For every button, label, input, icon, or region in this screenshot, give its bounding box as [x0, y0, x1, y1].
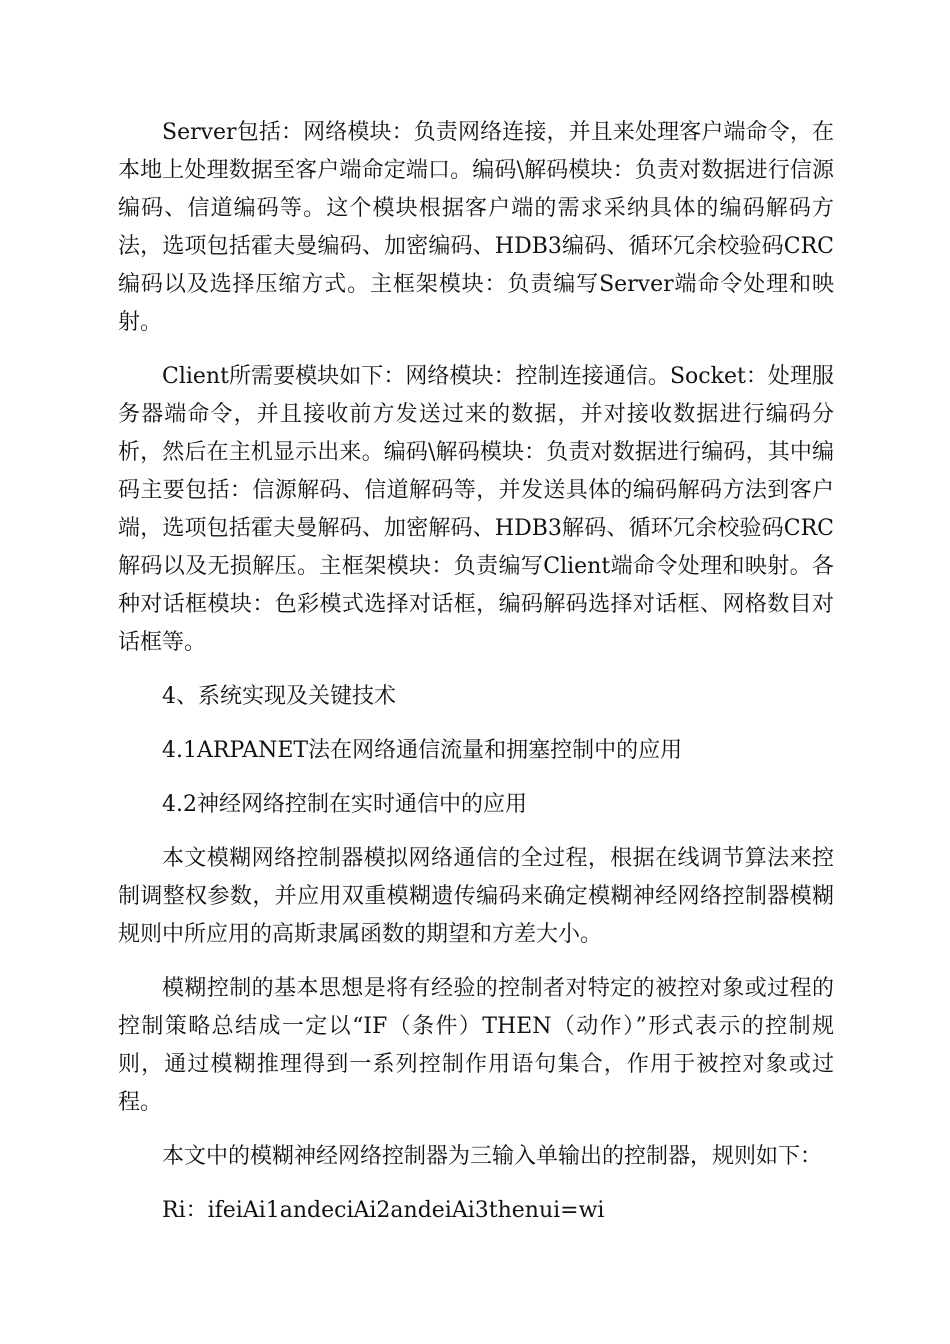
paragraph-client-modules: Client所需要模块如下：网络模块：控制连接通信。Socket：处理服务器端命令，并且接收前方发送过来的数据，并对接收数据进行编码分析，然后在主机显示出来。编码\解码模块：负责对数据进行编码，其中编码主要包括：信源解码、信道解码等，并发送具体的编码解码方法到客户端，选项包括霍夫曼解码、加密解码、HDB3解码、循环冗余校验码CRC解码以及无损解压。主框架模块：负责编写Client端命令处理和映射。各种对话框模块：色彩模式选择对话框，编码解码选择对话框、网格数目对话框等。 [118, 364, 834, 655]
paragraph-rules-intro: 本文中的模糊神经网络控制器为三输入单输出的控制器，规则如下： [162, 1144, 823, 1169]
section-heading-4-1: 4.1ARPANET法在网络通信流量和拥塞控制中的应用 [162, 738, 683, 763]
document-page [118, 114, 834, 1246]
section-heading-4: 4、系统实现及关键技术 [162, 684, 396, 709]
section-heading-4-2: 4.2神经网络控制在实时通信中的应用 [162, 792, 527, 817]
paragraph-fuzzy-controller: 本文模糊网络控制器模拟网络通信的全过程，根据在线调节算法来控制调整权参数，并应用双重模糊遗传编码来确定模糊神经网络控制器模糊规则中所应用的高斯隶属函数的期望和方差大小。 [118, 846, 834, 947]
rule-formula: Ri：ifeiAi1andeciAi2andeiAi3thenui=wi [162, 1198, 605, 1223]
paragraph-fuzzy-control-idea: 模糊控制的基本思想是将有经验的控制者对特定的被控对象或过程的控制策略总结成一定以“IF（条件）THEN（动作）”形式表示的控制规则，通过模糊推理得到一系列控制作用语句集合，作用于被控对象或过程。 [118, 976, 834, 1115]
paragraph-server-modules: Server包括：网络模块：负责网络连接，并且来处理客户端命令，在本地上处理数据至客户端命定端口。编码\解码模块：负责对数据进行信源编码、信道编码等。这个模块根据客户端的需求采纳具体的编码解码方法，选项包括霍夫曼编码、加密编码、HDB3编码、循环冗余校验码CRC编码以及选择压缩方式。主框架模块：负责编写Server端命令处理和映射。 [118, 120, 834, 335]
